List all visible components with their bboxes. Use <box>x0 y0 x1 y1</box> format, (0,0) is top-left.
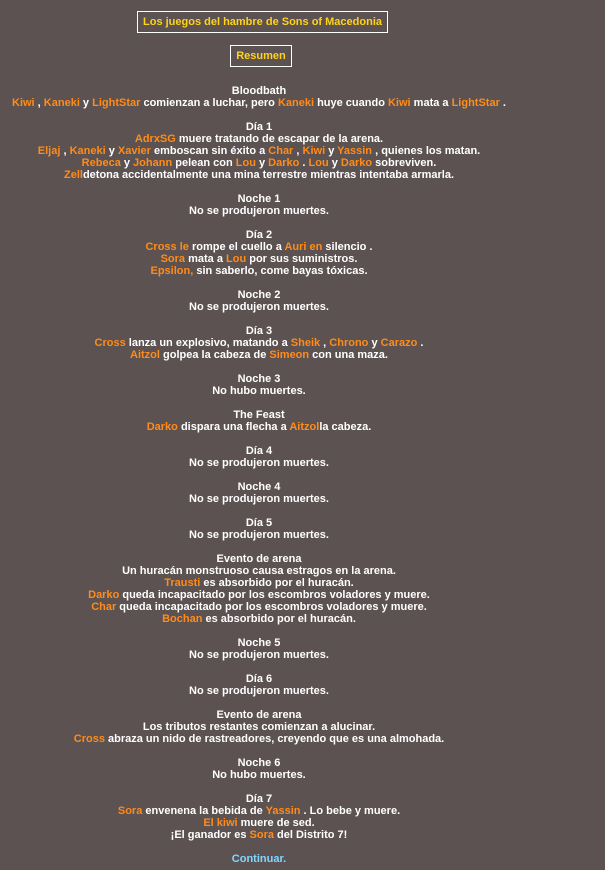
event-text: por sus suministros. <box>246 253 358 265</box>
event-text: muere tratando de escapar de la arena. <box>175 133 384 145</box>
event-line <box>0 733 518 745</box>
event-line <box>0 97 518 109</box>
tribute-name: Epsilon, <box>150 265 194 277</box>
event-text: detona accidentalmente una mina terrestre mientras intentaba armarla. <box>82 169 455 181</box>
event-text: con una maza. <box>309 349 388 361</box>
event-line <box>0 769 518 781</box>
event-text: , quienes los matan. <box>372 145 481 157</box>
event-text: Un huracán monstruoso causa estragos en la arena. <box>122 565 396 577</box>
event-text: No se produjeron muertes. <box>189 457 329 469</box>
event-line <box>0 421 518 433</box>
tribute-name: Cross <box>94 337 126 349</box>
event-text: , <box>293 145 303 157</box>
event-text: es absorbido por el huracán. <box>200 577 354 589</box>
section-title: Día 6 <box>245 673 273 685</box>
tribute-name: Darko <box>340 157 373 169</box>
tribute-name: El kiwi <box>203 817 238 829</box>
event-text: mata a <box>185 253 226 265</box>
tribute-name: Kiwi <box>387 97 411 109</box>
event-line <box>0 337 518 349</box>
event-line <box>0 253 518 265</box>
section-title: Bloodbath <box>231 85 287 97</box>
tribute-name: Lou <box>308 157 329 169</box>
event-text: la cabeza. <box>319 421 372 433</box>
event-text: mata a <box>410 97 452 109</box>
tribute-name: Bochan <box>162 613 203 625</box>
event-text: comienzan a luchar, pero <box>140 97 278 109</box>
event-line <box>0 349 518 361</box>
event-line <box>0 265 518 277</box>
tribute-name: LightStar <box>451 97 500 109</box>
event-text: queda incapacitado por los escombros voladores y muere. <box>116 601 427 613</box>
event-text: lanza un explosivo, matando a <box>125 337 291 349</box>
event-section <box>0 793 518 841</box>
event-text: . <box>499 97 506 109</box>
tribute-name: Cross <box>73 733 105 745</box>
tribute-name: Kiwi <box>12 97 35 109</box>
tribute-name: Chrono <box>329 337 369 349</box>
tribute-name: LightStar <box>92 97 141 109</box>
event-line <box>0 805 518 817</box>
event-section <box>0 85 518 109</box>
event-text: y <box>79 97 93 109</box>
tribute-name: Rebeca <box>81 157 121 169</box>
event-section <box>0 325 518 361</box>
event-line <box>0 829 518 841</box>
tribute-name: Kaneki <box>277 97 315 109</box>
event-text: y <box>120 157 134 169</box>
event-text: golpea la cabeza de <box>159 349 270 361</box>
event-line <box>0 817 518 829</box>
event-line <box>0 157 518 169</box>
tribute-name: Sora <box>117 805 143 817</box>
section-title: Día 5 <box>245 517 273 529</box>
event-line <box>0 205 518 217</box>
tribute-name: Johann <box>133 157 173 169</box>
page-title-wrap <box>0 11 525 33</box>
section-title: Noche 2 <box>237 289 281 301</box>
event-text: muere de sed. <box>237 817 315 829</box>
event-line <box>0 565 518 577</box>
event-line <box>0 457 518 469</box>
tribute-name: Sheik <box>290 337 321 349</box>
event-line <box>0 301 518 313</box>
tribute-name: Auri en <box>284 241 323 253</box>
event-line <box>0 385 518 397</box>
event-line <box>0 577 518 589</box>
event-text: No se produjeron muertes. <box>189 649 329 661</box>
event-section <box>0 193 518 217</box>
page-title: Los juegos del hambre de Sons of Macedonia <box>137 11 388 33</box>
tribute-name: Sora <box>249 829 274 841</box>
tribute-name: Trausti <box>164 577 201 589</box>
event-section <box>0 445 518 469</box>
section-title: Día 1 <box>245 121 273 133</box>
tribute-name: AdrxSG <box>134 133 176 145</box>
event-section <box>0 673 518 697</box>
tribute-name: Aitzol <box>130 349 160 361</box>
event-line <box>0 721 518 733</box>
section-title: Evento de arena <box>216 553 302 565</box>
event-text: del Distrito 7! <box>273 829 348 841</box>
tribute-name: Aitzol <box>289 421 320 433</box>
section-title: Día 7 <box>245 793 273 805</box>
event-text: y <box>325 145 338 157</box>
event-text: , <box>320 337 330 349</box>
event-section <box>0 229 518 277</box>
event-line <box>0 493 518 505</box>
event-text: queda incapacitado por los escombros voladores y muere. <box>119 589 430 601</box>
section-title: Día 4 <box>245 445 273 457</box>
event-line <box>0 649 518 661</box>
event-line <box>0 133 518 145</box>
tribute-name: Kiwi <box>302 145 326 157</box>
event-text: rompe el cuello a <box>188 241 285 253</box>
event-section <box>0 481 518 505</box>
tribute-name: Char <box>268 145 294 157</box>
tribute-name: Lou <box>235 157 256 169</box>
tribute-name: Yassin <box>337 145 373 157</box>
event-text: dispara una flecha a <box>177 421 290 433</box>
event-text: . <box>299 157 309 169</box>
event-text: No se produjeron muertes. <box>189 493 329 505</box>
section-title: Noche 3 <box>237 373 281 385</box>
event-line <box>0 241 518 253</box>
event-text: , <box>34 97 44 109</box>
event-text: No se produjeron muertes. <box>189 529 329 541</box>
event-log <box>0 85 518 865</box>
tribute-name: Kaneki <box>43 97 80 109</box>
event-text: envenena la bebida de <box>142 805 266 817</box>
summary-button[interactable]: Resumen <box>230 45 292 67</box>
tribute-name: Zell <box>63 169 83 181</box>
event-text: huye cuando <box>314 97 388 109</box>
event-section <box>0 373 518 397</box>
tribute-name: Darko <box>88 589 120 601</box>
event-text: y <box>328 157 341 169</box>
tribute-name: Kaneki <box>69 145 106 157</box>
event-text: pelean con <box>172 157 236 169</box>
section-title: Noche 6 <box>237 757 281 769</box>
tribute-name: Carazo <box>380 337 418 349</box>
tribute-name: Simeon <box>269 349 310 361</box>
section-title: Noche 1 <box>237 193 281 205</box>
section-title: Evento de arena <box>216 709 302 721</box>
event-section <box>0 637 518 661</box>
event-line <box>0 589 518 601</box>
event-text: sobreviven. <box>372 157 437 169</box>
section-title: Noche 4 <box>237 481 281 493</box>
tribute-name: Darko <box>268 157 300 169</box>
summary-button-wrap <box>0 45 522 67</box>
event-line <box>0 145 518 157</box>
event-line <box>0 529 518 541</box>
event-text: No hubo muertes. <box>212 385 306 397</box>
event-text: No se produjeron muertes. <box>189 685 329 697</box>
tribute-name: Sora <box>160 253 186 265</box>
event-text: . Lo bebe y muere. <box>300 805 401 817</box>
event-section <box>0 757 518 781</box>
event-text: silencio . <box>322 241 373 253</box>
event-text: abraza un nido de rastreadores, creyendo que es una almohada. <box>104 733 445 745</box>
event-section <box>0 289 518 313</box>
event-text: y <box>255 157 269 169</box>
tribute-name: Darko <box>146 421 178 433</box>
continue-link[interactable]: Continuar. <box>231 853 287 865</box>
section-title: Día 2 <box>245 229 273 241</box>
tribute-name: Lou <box>226 253 247 265</box>
tribute-name: Char <box>91 601 117 613</box>
event-text: ¡El ganador es <box>170 829 250 841</box>
event-line <box>0 169 518 181</box>
event-line <box>0 685 518 697</box>
event-text: sin saberlo, come bayas tóxicas. <box>193 265 368 277</box>
event-section <box>0 409 518 433</box>
tribute-name: Eljaj <box>37 145 61 157</box>
event-text: , <box>60 145 70 157</box>
tribute-name: Xavier <box>117 145 151 157</box>
section-title: Noche 5 <box>237 637 281 649</box>
event-text: Los tributos restantes comienzan a alucinar. <box>142 721 376 733</box>
event-section <box>0 121 518 181</box>
section-title: Día 3 <box>245 325 273 337</box>
event-section <box>0 517 518 541</box>
event-text: es absorbido por el huracán. <box>202 613 356 625</box>
event-section <box>0 709 518 745</box>
event-section <box>0 553 518 625</box>
event-text: No se produjeron muertes. <box>189 301 329 313</box>
event-text: No se produjeron muertes. <box>189 205 329 217</box>
event-text: . <box>417 337 424 349</box>
event-text: No hubo muertes. <box>212 769 306 781</box>
event-text: y <box>368 337 381 349</box>
tribute-name: Cross le <box>145 241 189 253</box>
event-line <box>0 601 518 613</box>
section-title: The Feast <box>233 409 285 421</box>
event-line <box>0 613 518 625</box>
event-text: emboscan sin éxito a <box>150 145 269 157</box>
event-text: y <box>105 145 118 157</box>
tribute-name: Yassin <box>265 805 301 817</box>
